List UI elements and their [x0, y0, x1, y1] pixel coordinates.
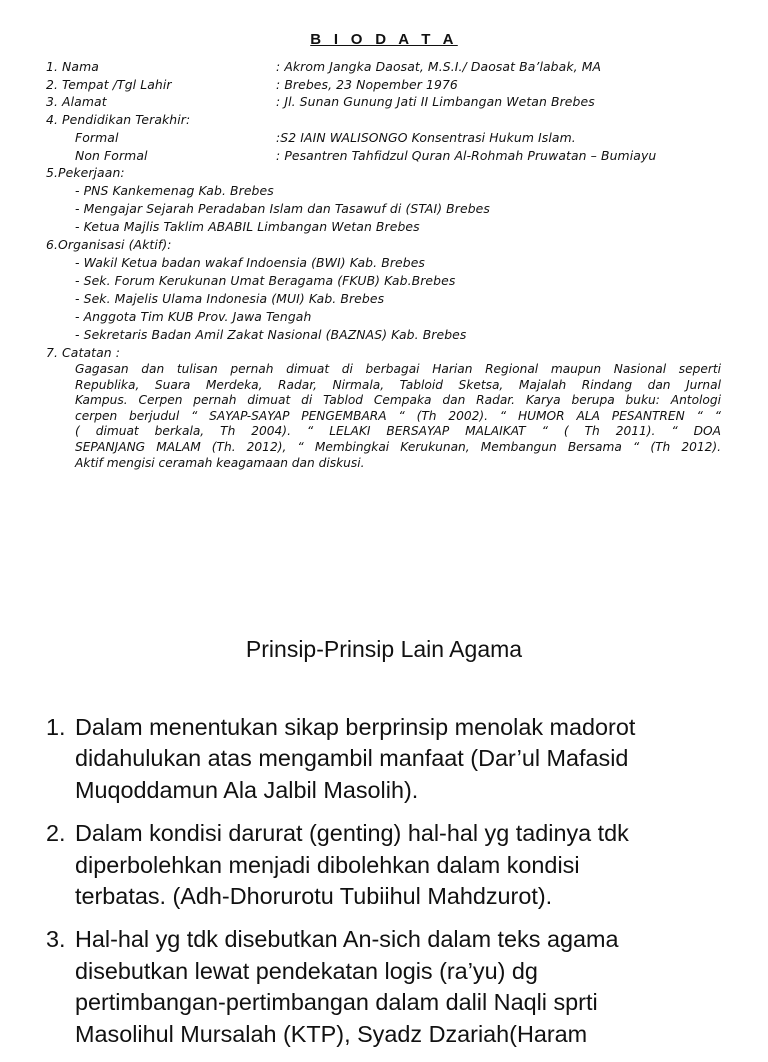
- catatan-paragraph: [75, 362, 721, 471]
- catatan-line: SEPANJANG MALAM (Th. 2012), “ Membingkai Kerukunan, Membangun Bersama “ (Th 2012).: [75, 439, 721, 454]
- catatan-line: ( dimuat berkala, Th 2004). “ LELAKI BERSAYAP MALAIKAT “ ( Th 2011). “ DOA: [75, 424, 721, 439]
- field-value: :S2 IAIN WALISONGO Konsentrasi Hukum Islam.: [276, 130, 576, 145]
- organisasi-item: - Sekretaris Badan Amil Zakat Nasional (BAZNAS) Kab. Brebes: [75, 327, 467, 342]
- principle-item: [46, 924, 746, 1050]
- principle-item: [46, 818, 746, 912]
- catatan-line: Kampus. Cerpen pernah dimuat di Tablod Cempaka dan Radar. Karya berupa buku: Antologi: [75, 393, 721, 408]
- principles-list: [46, 712, 746, 1062]
- catatan-heading: 7. Catatan :: [46, 345, 121, 360]
- principle-item: [46, 712, 746, 806]
- principles-slide: [0, 600, 768, 1047]
- organisasi-item: - Sek. Majelis Ulama Indonesia (MUI) Kab. Brebes: [75, 291, 385, 306]
- organisasi-item: - Wakil Ketua badan wakaf Indoensia (BWI) Kab. Brebes: [75, 255, 425, 270]
- field-label: 2. Tempat /Tgl Lahir: [46, 77, 172, 92]
- catatan-line: cerpen berjudul “ SAYAP-SAYAP PENGEMBARA “ (Th 2002). “ HUMOR ALA PESANTREN “ “: [75, 408, 721, 423]
- principle-number: 3.: [46, 926, 66, 953]
- field-value: : Jl. Sunan Gunung Jati II Limbangan Wetan Brebes: [276, 94, 595, 109]
- field-value: : Brebes, 23 Nopember 1976: [276, 77, 458, 92]
- pekerjaan-item: - PNS Kankemenag Kab. Brebes: [75, 183, 274, 198]
- principle-number: 2.: [46, 820, 66, 847]
- biodata-title: B I O D A T A: [310, 31, 458, 48]
- pekerjaan-item: - Mengajar Sejarah Peradaban Islam dan Tasawuf di (STAI) Brebes: [75, 201, 490, 216]
- catatan-line: Republika, Suara Merdeka, Radar, Nirmala, Tabloid Sketsa, Majalah Rindang dan Jurnal: [75, 377, 721, 392]
- field-label: 4. Pendidikan Terakhir:: [46, 112, 191, 127]
- principle-line: terbatas. (Adh-Dhorurotu Tubiihul Mahdzurot).: [75, 883, 553, 910]
- field-label: 1. Nama: [46, 59, 99, 74]
- principle-line: Masolihul Mursalah (KTP), Syadz Dzariah(Haram: [75, 1020, 588, 1047]
- principle-text: [75, 818, 746, 912]
- principle-line: pertimbangan-pertimbangan dalam dalil Naqli sprti: [75, 989, 598, 1016]
- principle-text: [75, 712, 746, 806]
- pekerjaan-item: - Ketua Majlis Taklim ABABIL Limbangan Wetan Brebes: [75, 219, 420, 234]
- organisasi-item: - Sek. Forum Kerukunan Umat Beragama (FKUB) Kab.Brebes: [75, 273, 456, 288]
- pekerjaan-heading: 5.Pekerjaan:: [46, 165, 125, 180]
- principle-text: [75, 924, 746, 1050]
- principles-title: Prinsip-Prinsip Lain Agama: [245, 636, 523, 662]
- principle-line: diperbolehkan menjadi dibolehkan dalam kondisi: [75, 851, 580, 878]
- principle-line: Muqoddamun Ala Jalbil Masolih).: [75, 776, 419, 803]
- field-label: Non Formal: [75, 148, 148, 163]
- field-value: : Pesantren Tahfidzul Quran Al-Rohmah Pruwatan – Bumiayu: [276, 148, 657, 163]
- principle-line: disebutkan lewat pendekatan logis (ra’yu) dg: [75, 957, 538, 984]
- organisasi-item: - Anggota Tim KUB Prov. Jawa Tengah: [75, 309, 312, 324]
- organisasi-heading: 6.Organisasi (Aktif):: [46, 237, 172, 252]
- field-label: 3. Alamat: [46, 94, 107, 109]
- principle-line: Dalam kondisi darurat (genting) hal-hal yg tadinya tdk: [75, 820, 629, 847]
- principle-number: 1.: [46, 714, 66, 740]
- catatan-line: Aktif mengisi ceramah keagamaan dan diskusi.: [75, 455, 365, 470]
- catatan-line: Gagasan dan tulisan pernah dimuat di berbagai Harian Regional maupun Nasional seperti: [75, 362, 721, 376]
- field-value: : Akrom Jangka Daosat, M.S.I./ Daosat Ba’labak, MA: [276, 59, 602, 74]
- principle-line: Dalam menentukan sikap berprinsip menolak madorot: [75, 714, 636, 740]
- principle-line: didahulukan atas mengambil manfaat (Dar’ul Mafasid: [75, 745, 629, 772]
- field-label: Formal: [75, 130, 119, 145]
- principle-line: Hal-hal yg tdk disebutkan An-sich dalam teks agama: [75, 926, 619, 953]
